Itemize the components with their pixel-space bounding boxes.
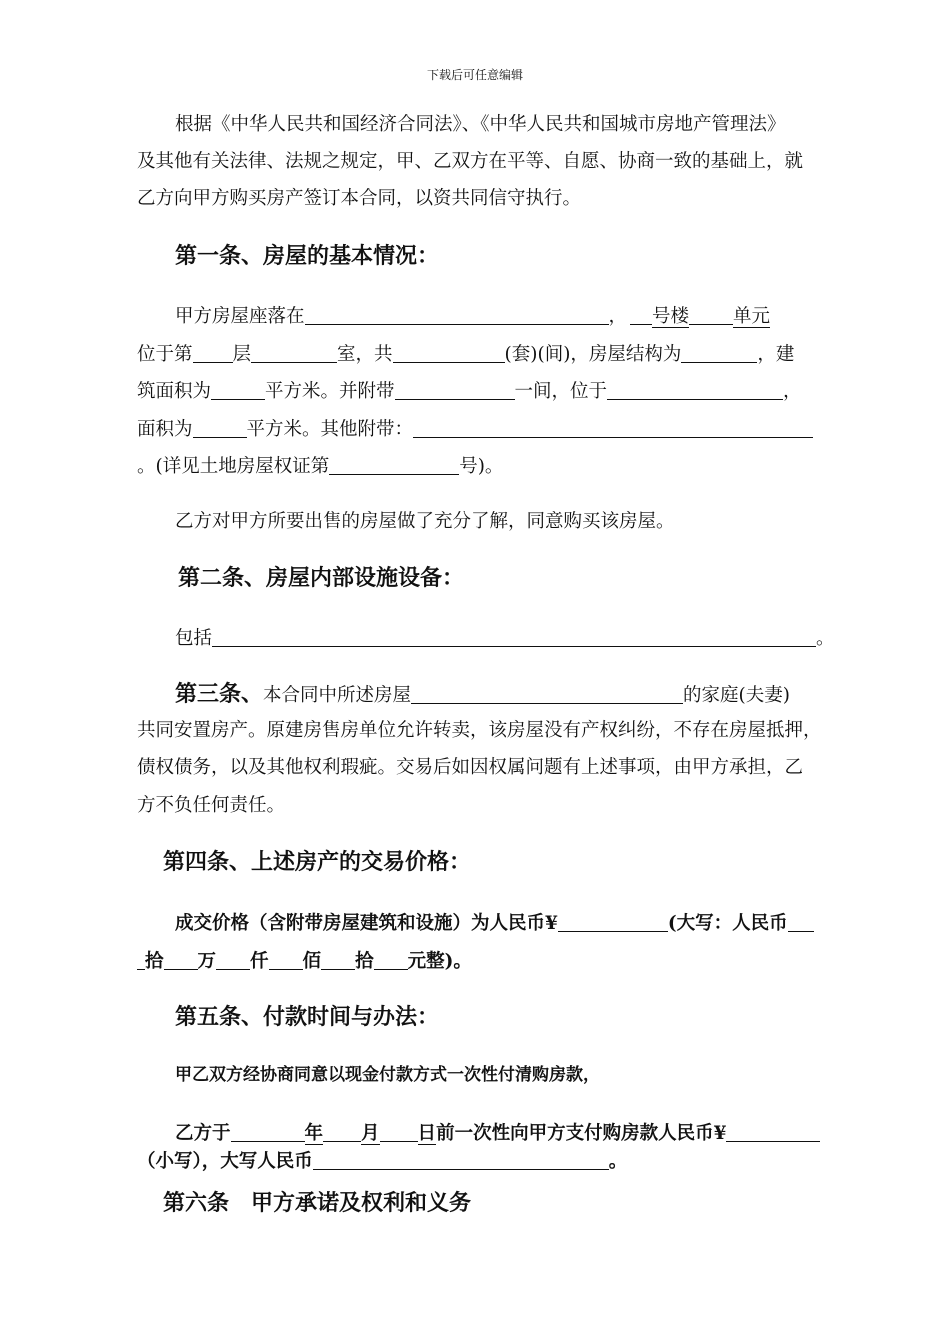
building-label: 号楼	[652, 306, 690, 327]
attached-blank[interactable]	[395, 381, 515, 400]
area-blank[interactable]	[211, 381, 265, 400]
certificate-no-blank[interactable]	[329, 456, 459, 475]
art1-line-1: 甲方房屋座落在 ， 号楼 单元	[175, 306, 771, 327]
unit-label: 单元	[733, 306, 771, 327]
art1-agree: 乙方对甲方所要出售的房屋做了充分了解，同意购买该房屋。	[175, 511, 675, 532]
floor-blank[interactable]	[193, 344, 233, 363]
art1-line-2: 位于第 层 室，共 (套)(间)，房屋结构为 ，建	[137, 344, 795, 365]
art2-line-1: 包括 。	[175, 628, 835, 649]
intro-line-1: 根据《中华人民共和国经济合同法》、《中华人民共和国城市房地产管理法》	[175, 114, 786, 135]
room-blank[interactable]	[251, 344, 337, 363]
set-count-blank[interactable]	[393, 344, 505, 363]
art1-line-5: 。(详见土地房屋权证第 号)。	[137, 456, 504, 477]
facilities-blank[interactable]	[212, 628, 816, 647]
shi-wan-blank[interactable]	[137, 951, 145, 970]
other-attached-blank[interactable]	[413, 419, 813, 438]
bai-blank[interactable]	[269, 951, 303, 970]
art5-line-1: 甲乙双方经协商同意以现金付款方式一次性付清购房款，	[175, 1065, 600, 1085]
article-6-title: 第六条 甲方承诺及权利和义务	[163, 1191, 472, 1216]
art3-line-2: 共同安置房产。原建房售房单位允许转卖，该房屋没有产权纠纷，不存在房屋抵押，	[137, 720, 822, 741]
attached-location-blank[interactable]	[607, 381, 783, 400]
art3-line-3: 债权债务，以及其他权利瑕疵。交易后如因权属问题有上述事项，由甲方承担，乙	[137, 757, 804, 778]
shi-blank[interactable]	[321, 951, 355, 970]
payment-upper-blank[interactable]	[313, 1151, 609, 1170]
art1-line-3: 筑面积为 平方米。并附带 一间，位于 ，	[137, 381, 802, 402]
wan-blank[interactable]	[164, 951, 198, 970]
art4-line-2: 拾 万 仟 佰 拾 元整)。	[137, 951, 472, 972]
structure-blank[interactable]	[681, 344, 757, 363]
page-header: 下载后可任意编辑	[426, 68, 523, 82]
yuan-blank[interactable]	[374, 951, 408, 970]
art4-line-1: 成交价格（含附带房屋建筑和设施）为人民币¥ (大写：人民币	[175, 913, 814, 934]
intro-line-3: 乙方向甲方购买房产签订本合同，以资共同信守执行。	[137, 188, 582, 209]
attached-area-blank[interactable]	[193, 419, 247, 438]
address-blank[interactable]	[305, 306, 609, 325]
unit-blank[interactable]	[689, 306, 733, 325]
art1-line-4: 面积为 平方米。其他附带：	[137, 419, 813, 440]
art5-line-3: （小写），大写人民币 。	[137, 1151, 628, 1172]
year-blank[interactable]	[231, 1123, 305, 1142]
article-5-title: 第五条、付款时间与办法：	[175, 1005, 440, 1030]
art5-line-2: 乙方于 年 月 日前一次性向甲方支付购房款人民币¥	[175, 1123, 820, 1144]
qian-blank[interactable]	[216, 951, 250, 970]
price-upper-blank-1[interactable]	[788, 913, 814, 932]
day-blank[interactable]	[380, 1123, 418, 1142]
article-4-title: 第四条、上述房产的交易价格：	[163, 850, 472, 875]
article-2-title: 第二条、房屋内部设施设备：	[178, 566, 465, 591]
payment-amount-blank[interactable]	[726, 1123, 820, 1142]
article-1-title: 第一条、房屋的基本情况：	[175, 244, 440, 269]
intro-line-2: 及其他有关法律、法规之规定，甲、乙双方在平等、自愿、协商一致的基础上，就	[137, 151, 804, 172]
month-blank[interactable]	[323, 1123, 361, 1142]
art3-line-4: 方不负任何责任。	[137, 795, 286, 816]
article-3-title: 第三条、	[175, 682, 264, 707]
household-blank[interactable]	[411, 685, 683, 704]
building-blank[interactable]	[630, 306, 652, 325]
price-blank[interactable]	[558, 913, 668, 932]
art3-line-1: 第三条、本合同中所述房屋 的家庭(夫妻)	[175, 682, 790, 707]
